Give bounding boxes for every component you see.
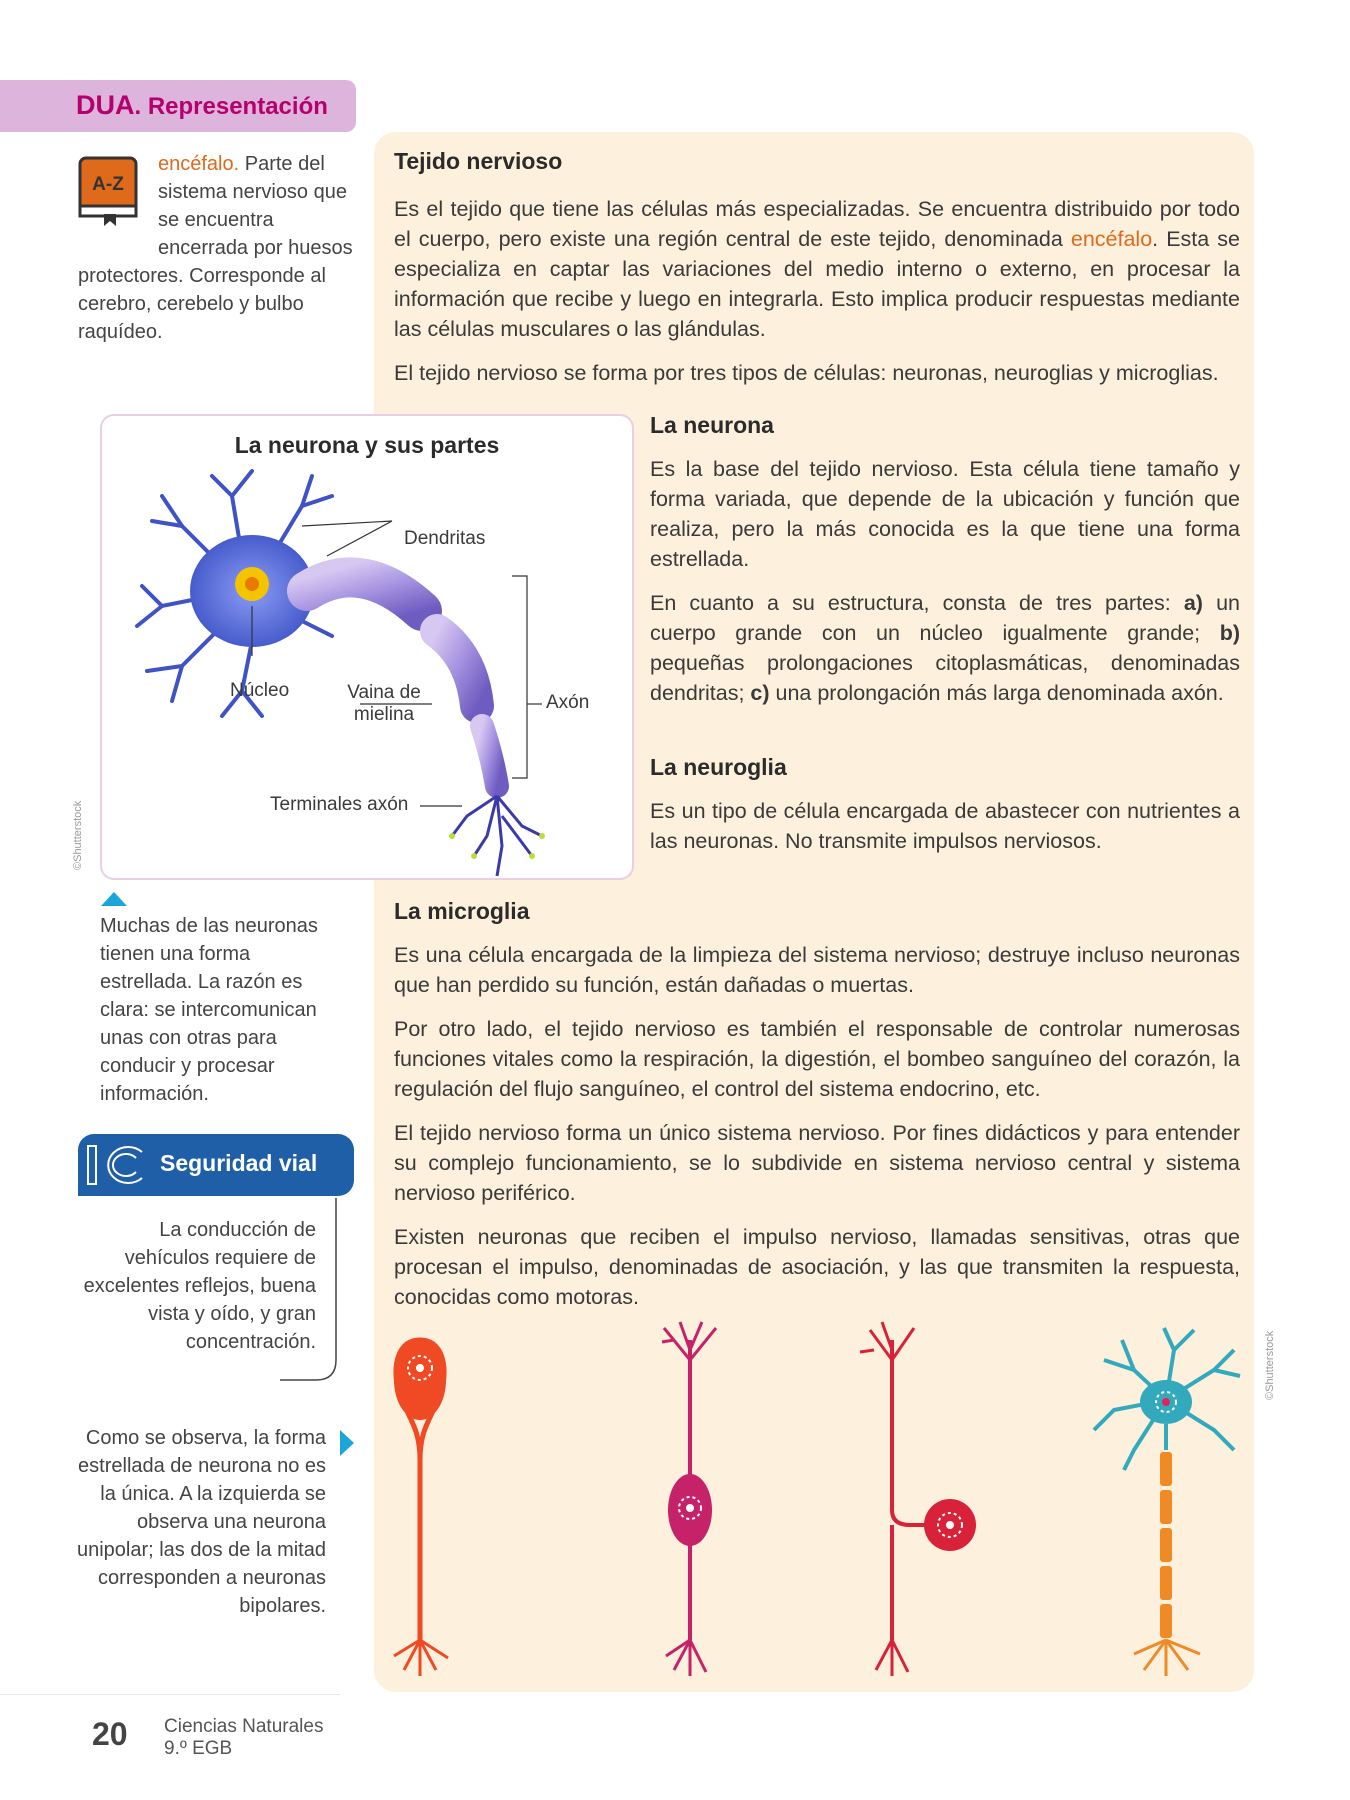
- neuron-types-illustration: [374, 1320, 1254, 1690]
- microglia-paragraph-3: El tejido nervioso forma un único sistema nervioso. Por fines didácticos y para entender su complejo funcionamiento, se lo subdivide en sistema nervioso central y sistema nervioso periférico.: [394, 1121, 1240, 1205]
- neurona-heading: La neurona: [650, 412, 774, 438]
- neurona-text: [650, 454, 1240, 722]
- microglia-paragraph-1: Es una célula encargada de la limpieza del sistema nervioso; destruye incluso neuronas que han perdido su función, están dañadas o muertas.: [394, 943, 1240, 997]
- microglia-paragraph-2: Por otro lado, el tejido nervioso es también el responsable de controlar numerosas funciones vitales como la respiración, la digestión, el bombeo sanguíneo del corazón, la regulación del flujo sanguíneo, el control del sistema endocrino, etc.: [394, 1017, 1240, 1101]
- bipolar-neuron-2: [860, 1322, 976, 1676]
- types-credit: ©Shutterstock: [1264, 1330, 1276, 1400]
- glossary-entry: [78, 150, 364, 346]
- seguridad-vial-tab: [78, 1134, 354, 1196]
- neurona-paragraph-1: Es la base del tejido nervioso. Esta célula tiene tamaño y forma variada, que depende de la ubicación y función que realiza, pero la más conocida es la que tiene una forma estrellada.: [650, 457, 1240, 571]
- label-terminales: Terminales axón: [270, 794, 409, 815]
- tejido-text: [394, 194, 1240, 402]
- footer-subject-name: Ciencias Naturales: [164, 1716, 324, 1737]
- neuroglia-text: [650, 796, 1240, 870]
- label-vaina-mielina: Vaina de mielina: [347, 682, 421, 725]
- label-dendritas: Dendritas: [404, 528, 486, 549]
- dua-label: DUA. Representación: [76, 90, 328, 120]
- neuron-figure: [100, 414, 634, 880]
- triangle-up-icon: [101, 892, 127, 906]
- microglia-text: [394, 940, 1240, 1326]
- neuroglia-heading: La neuroglia: [650, 754, 787, 780]
- seguridad-vial-text: La conducción de vehículos requiere de excelentes reflejos, buena vista y oído, y gran concentración.: [83, 1219, 316, 1353]
- dua-tab: [0, 80, 356, 132]
- multipolar-neuron: [1094, 1328, 1240, 1676]
- az-icon-text: A-Z: [92, 174, 124, 195]
- figure-credit: ©Shutterstock: [72, 800, 84, 870]
- footer-subject: [164, 1716, 323, 1760]
- microglia-heading: La microglia: [394, 898, 530, 924]
- unipolar-neuron: [394, 1340, 448, 1676]
- glossary-term: encéfalo.: [158, 153, 240, 175]
- microglia-paragraph-4: Existen neuronas que reciben el impulso nervioso, llamadas sensitivas, otras que procesan el impulso, denominadas de asociación, y las que transmiten la respuesta, conocidas como motoras.: [394, 1225, 1240, 1309]
- footer-grade: 9.º EGB: [164, 1738, 233, 1759]
- tejido-paragraph-2: El tejido nervioso se forma por tres tipos de células: neuronas, neuroglias y microglias.: [394, 361, 1219, 385]
- label-axon: Axón: [546, 692, 590, 713]
- neuron-types-caption: Como se observa, la forma estrellada de neurona no es la única. A la izquierda se observa una neurona unipolar; las dos de la mitad corresponden a neuronas bipolares.: [76, 1427, 326, 1617]
- neurona-paragraph-2: En cuanto a su estructura, consta de tres partes: a) un cuerpo grande con un núcleo igualmente grande; b) pequeñas prolongaciones citoplasmáticas, denominadas dendritas; c) una prolongación más larga denominada axón.: [650, 591, 1240, 705]
- tejido-paragraph-1: Es el tejido que tiene las células más especializadas. Se encuentra distribuido por todo el cuerpo, pero existe una región central de este tejido, denominada encéfalo. Esta se especializa en captar las variaciones del medio interno o externo, en procesar la información que recibe y luego en integrarla. Esto implica producir respuestas mediante las células musculares o las glándulas.: [394, 197, 1240, 341]
- seguridad-vial-title: Seguridad vial: [160, 1150, 318, 1176]
- ic-logo-icon: [84, 1142, 150, 1188]
- encefalo-term: encéfalo: [1070, 227, 1153, 251]
- bipolar-neuron-1: [662, 1322, 716, 1676]
- footer-divider: [0, 1694, 340, 1695]
- figure-caption: Muchas de las neuronas tienen una forma estrellada. La razón es clara: se intercomunican unas con otras para conducir y procesar información.: [100, 915, 318, 1105]
- triangle-right-icon: [340, 1430, 354, 1456]
- glossary-definition: Parte del sistema nervioso que se encuentra encerrada por huesos protectores. Corresponde al cerebro, cerebelo y bulbo raquídeo.: [78, 153, 353, 343]
- tejido-heading: Tejido nervioso: [394, 148, 563, 174]
- label-nucleo: Núcleo: [230, 680, 290, 701]
- figure-title: La neurona y sus partes: [234, 432, 500, 458]
- page-number: 20: [92, 1716, 128, 1752]
- neuroglia-paragraph: Es un tipo de célula encargada de abastecer con nutrientes a las neuronas. No transmite impulsos nerviosos.: [650, 799, 1240, 853]
